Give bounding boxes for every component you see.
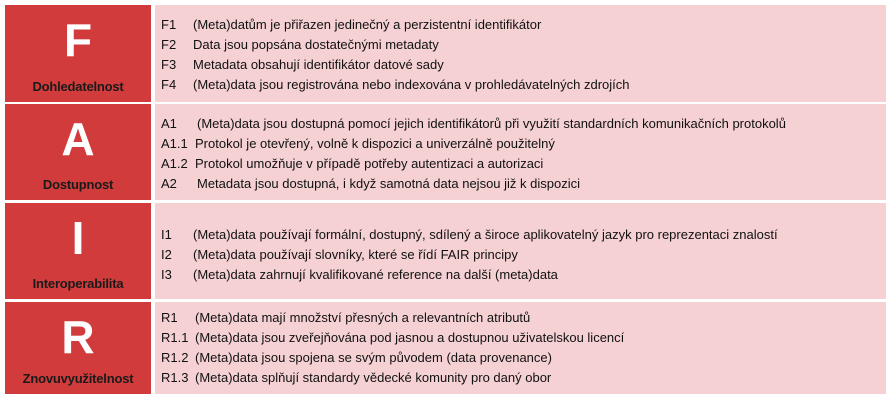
letter-cell-i: [5, 203, 151, 299]
item-code: R1.1: [161, 330, 189, 345]
item-text: (Meta)data jsou zveřejňována pod jasnou a dostupnou uživatelskou licencí: [195, 330, 625, 345]
principle-row-f: [5, 5, 886, 102]
letter-cell-a: [5, 104, 151, 200]
item-code: R1.2: [161, 350, 189, 365]
item-code: R1.3: [161, 370, 189, 385]
item-code: A1.1: [161, 136, 188, 151]
item-text: (Meta)data zahrnují kvalifikované reference na další (meta)data: [193, 267, 558, 282]
item-code: A1: [161, 116, 177, 131]
item-text: Protokol je otevřený, volně k dispozici a univerzálně použitelný: [195, 136, 555, 151]
principle-item: [161, 114, 882, 134]
item-text: Metadata obsahují identifikátor datové sady: [193, 57, 444, 72]
principle-item: [161, 245, 882, 265]
principle-row-i: [5, 203, 886, 299]
item-code: R1: [161, 310, 178, 325]
item-code: F2: [161, 37, 177, 52]
letter-cell-r: [5, 302, 151, 394]
item-text: (Meta)data jsou spojena se svým původem (data provenance): [195, 350, 552, 365]
item-text: (Meta)data mají množství přesných a relevantních atributů: [195, 310, 531, 325]
principle-item: [161, 55, 882, 75]
items-cell-a: [155, 104, 886, 200]
item-code: I2: [161, 247, 172, 262]
principle-label: Dostupnost: [42, 177, 114, 192]
principle-item: [161, 134, 882, 154]
item-text: (Meta)data splňují standardy vědecké komunity pro daný obor: [195, 370, 552, 385]
principle-item: [161, 308, 882, 328]
item-text: (Meta)data jsou registrována nebo indexována v prohledávatelných zdrojích: [193, 77, 630, 92]
principle-letter: I: [71, 212, 85, 264]
principle-label: Znovuvyužitelnost: [22, 371, 134, 386]
item-code: F3: [161, 57, 177, 72]
principle-item: [161, 265, 882, 285]
item-code: F1: [161, 17, 177, 32]
principle-row-a: [5, 104, 886, 200]
principle-letter: A: [61, 113, 95, 165]
principle-label: Dohledatelnost: [32, 79, 124, 94]
items-cell-r: [155, 302, 886, 394]
item-text: (Meta)data používají formální, dostupný, sdílený a široce aplikovatelný jazyk pro reprezentaci znalostí: [193, 227, 778, 242]
principle-item: [161, 328, 882, 348]
item-text: (Meta)data používají slovníky, které se řídí FAIR principy: [193, 247, 518, 262]
item-text: Metadata jsou dostupná, i když samotná data nejsou již k dispozici: [197, 176, 580, 191]
principle-label: Interoperabilita: [32, 276, 124, 291]
principle-item: [161, 348, 882, 368]
item-code: I3: [161, 267, 172, 282]
item-text: Protokol umožňuje v případě potřeby autentizaci a autorizaci: [195, 156, 544, 171]
principle-item: [161, 368, 882, 388]
item-code: I1: [161, 227, 172, 242]
principle-item: [161, 225, 882, 245]
fair-principles-table: [5, 5, 886, 394]
item-text: (Meta)datům je přiřazen jedinečný a perzistentní identifikátor: [193, 17, 542, 32]
items-cell-f: [155, 5, 886, 102]
item-code: F4: [161, 77, 177, 92]
principle-item: [161, 35, 882, 55]
principle-item: [161, 154, 882, 174]
principle-row-r: [5, 302, 886, 394]
item-code: A1.2: [161, 156, 188, 171]
letter-cell-f: [5, 5, 151, 102]
items-cell-i: [155, 203, 886, 299]
principle-item: [161, 15, 882, 35]
item-text: (Meta)data jsou dostupná pomocí jejich identifikátorů při využití standardních komunikačních protokolů: [197, 116, 786, 131]
principle-item: [161, 174, 882, 194]
principle-letter: F: [63, 14, 93, 66]
principle-item: [161, 75, 882, 95]
item-code: A2: [161, 176, 177, 191]
principle-letter: R: [61, 311, 95, 363]
item-text: Data jsou popsána dostatečnými metadaty: [193, 37, 439, 52]
